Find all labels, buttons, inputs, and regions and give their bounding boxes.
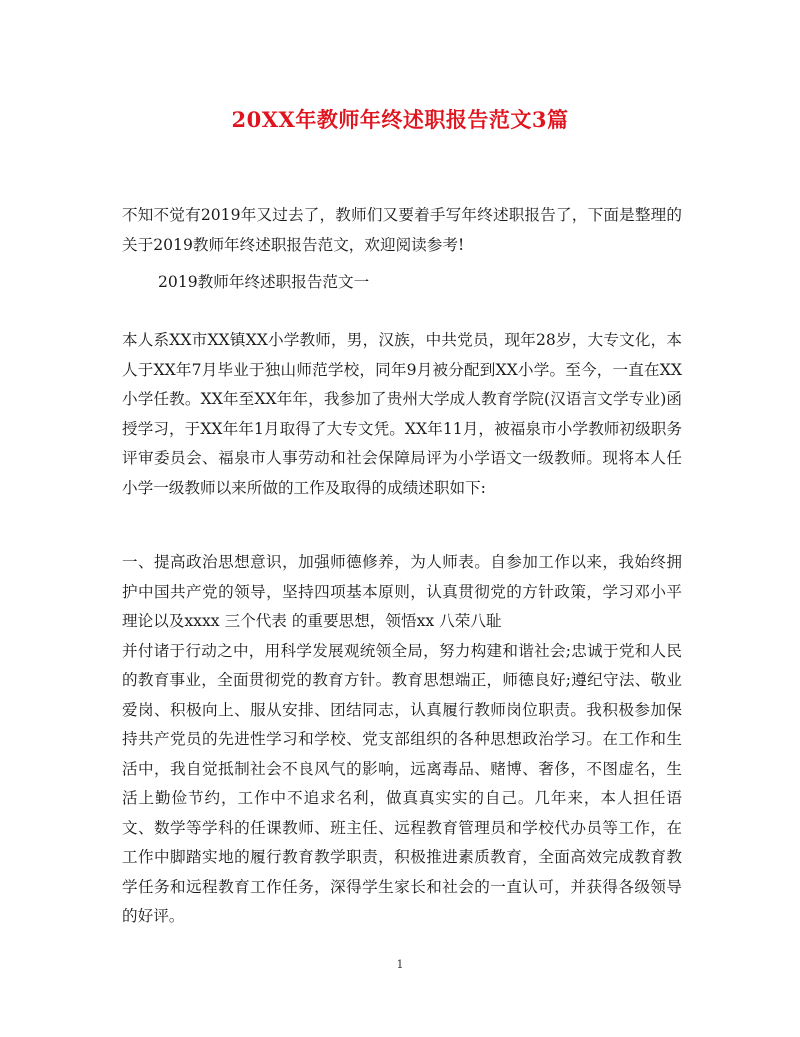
section-1-line-1: 一、提高政治思想意识，加强师德修养，为人师表。自参加工作以来，我始终拥护中国共产党的领导，坚持四项基本原则，认真贯彻党的方针政策，学习邓小平理论以及xxxx 三个代表 的重要思想，领悟xx 八荣八耻 <box>122 553 682 630</box>
bio-paragraph: 本人系XX市XX镇XX小学教师，男，汉族，中共党员，现年28岁，大专文化，本人于XX年7月毕业于独山师范学校，同年9月被分配到XX小学。至今，一直在XX小学任教。XX年至XX年年，我参加了贵州大学成人教育学院(汉语言文学专业)函授学习，于XX年年1月取得了大专文凭。XX年11月，被福泉市小学教师初级职务评审委员会、福泉市人事劳动和社会保障局评为小学语文一级教师。现将本人任小学一级教师以来所做的工作及取得的成绩述职如下: <box>122 331 682 497</box>
intro-paragraph: 不知不觉有2019年又过去了，教师们又要着手写年终述职报告了，下面是整理的关于2019教师年终述职报告范文，欢迎阅读参考! <box>122 206 682 254</box>
section-1-line-2: 并付诸于行动之中，用科学发展观统领全局，努力构建和谐社会;忠诚于党和人民的教育事业，全面贯彻党的教育方针。教育思想端正，师德良好;遵纪守法、敬业爱岗、积极向上、服从安排、团结同志，认真履行教师岗位职责。我积极参加保持共产党员的先进性学习和学校、党支部组织的各种思想政治学习。在工作和生活中，我自觉抵制社会不良风气的影响，远离毒品、赌博、奢侈，不图虚名，生活上勤俭节约，工作中不追求名利，做真真实实的自己。几年来，本人担任语文、数学等学科的任课教师、班主任、远程教育管理员和学校代办员等工作，在工作中脚踏实地的履行教育教学职责，积极推进素质教育，全面高效完成教育教学任务和远程教育工作任务，深得学生家长和社会的一直认可，并获得各级领导的好评。 <box>122 641 682 925</box>
document-title: 20XX年教师年终述职报告范文3篇 <box>231 107 569 132</box>
page-number: 1 <box>396 958 404 971</box>
section-1-paragraph <box>122 548 682 932</box>
section-subheading: 2019教师年终述职报告范文一 <box>158 273 370 291</box>
